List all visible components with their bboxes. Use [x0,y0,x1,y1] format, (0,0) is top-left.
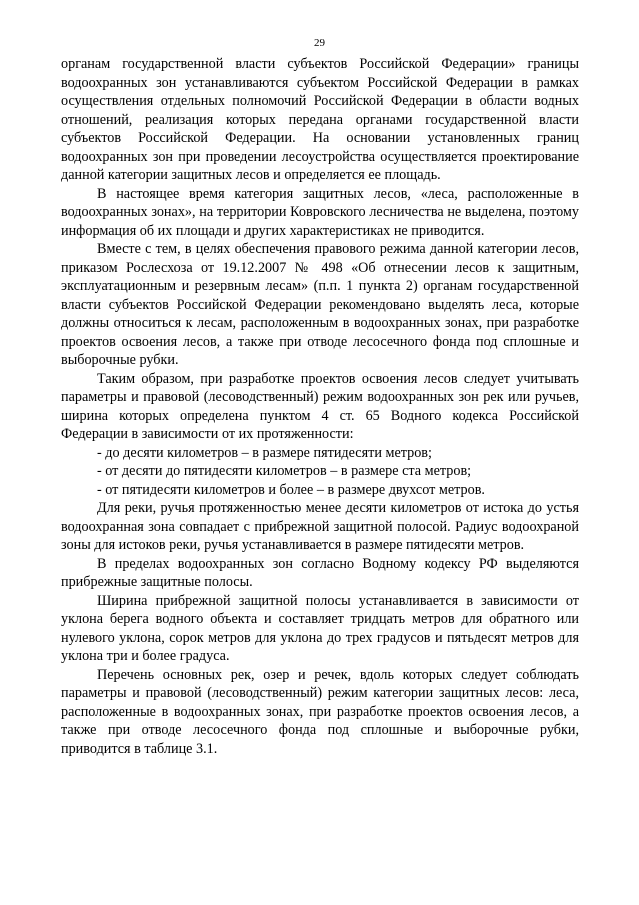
paragraph-table-reference: Перечень основных рек, озер и речек, вдоль которых следует соблюдать параметры и правовой (лесоводственный) режим категории защитных лесов: леса, расположенные в водоохранных зонах, при разработке проектов освоения лесов, а также при отводе лесосечного фонда под сплошные и выборочные рубки, приводится в таблице 3.1. [61,666,579,757]
paragraph-status: В настоящее время категория защитных лесов, «леса, расположенные в водоохранных зонах», на территории Ковровского лесничества не выделена, поэтому информация об их площади и других характеристиках не приводится. [61,185,579,239]
document-body [61,55,579,758]
list-item: - от пятидесяти километров и более – в размере двухсот метров. [97,481,485,498]
zone-width-list [61,444,579,500]
paragraph-order-reference: Вместе с тем, в целях обеспечения правового режима данной категории лесов, приказом Рослесхоза от 19.12.2007 № 498 «Об отнесении лесов к защитным, эксплуатационным и резервным лесам» (п.п. 1 пункта 2) органам государственной власти субъектов Российской Федерации рекомендовано выделять леса, которые должны относиться к лесам, расположенным в водоохранных зонах, при разработке проектов освоения лесов, а также при отводе лесосечного фонда под сплошные и выборочные рубки. [61,241,579,368]
paragraph-short-rivers: Для реки, ручья протяженностью менее десяти километров от истока до устья водоохранная зона совпадает с прибрежной защитной полосой. Радиус водоохраной зоны для истоков реки, ручья устанавливается в размере пятидесяти метров. [61,500,579,553]
paragraph-continuation: органам государственной власти субъектов Российской Федерации» границы водоохранных зон устанавливаются субъектом Российской Федерации в рамках осуществления отдельных полномочий Российской Федерации в области водных отношений, реализация которых передана органами государственной власти субъектов Российской Федерации. На основании установленных границ водоохранных зон при проведении лесоустройства осуществляется проектирование данной категории защитных лесов и определяется ее площадь. [61,56,579,183]
page-number: 29 [314,37,325,49]
paragraph-parameters: Таким образом, при разработке проектов освоения лесов следует учитывать параметры и правовой (лесоводственный) режим водоохранных зон рек или ручьев, ширина которых определена пунктом 4 ст. 65 Водного кодекса Российской Федерации в зависимости от их протяженности: [61,370,579,442]
paragraph-strip-width: Ширина прибрежной защитной полосы устанавливается в зависимости от уклона берега водного объекта и составляет тридцать метров для обратного или нулевого уклона, сорок метров для уклона до трех градусов и пятьдесят метров для уклона три и более градуса. [61,592,579,664]
paragraph-coastal-strips: В пределах водоохранных зон согласно Водному кодексу РФ выделяются прибрежные защитные полосы. [61,555,579,590]
list-item: - от десяти до пятидесяти километров – в размере ста метров; [97,463,472,479]
list-item: - до десяти километров – в размере пятидесяти метров; [97,444,432,461]
